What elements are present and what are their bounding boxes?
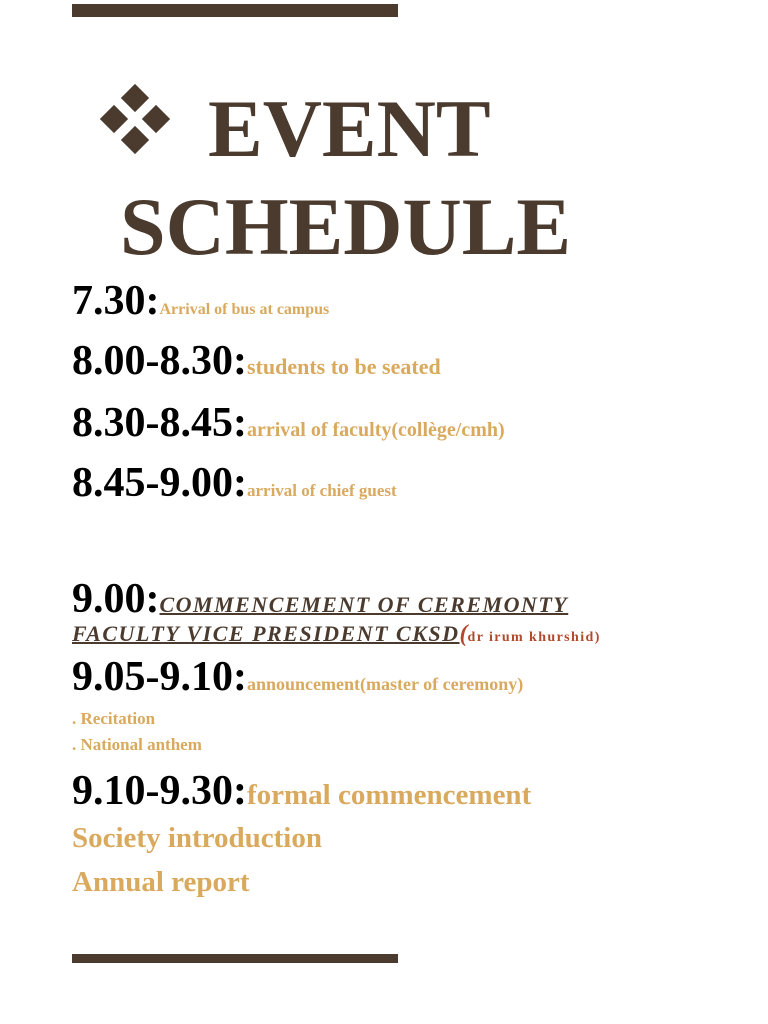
chief-guest-name: dr irum khurshid)	[467, 630, 601, 645]
schedule-time: 8.30-8.45:	[72, 400, 247, 446]
schedule-row-5-continued	[72, 622, 601, 646]
list-item: . National anthem	[72, 735, 202, 754]
schedule-desc: arrival of chief guest	[246, 481, 397, 500]
list-item: Annual report	[72, 866, 250, 898]
schedule-desc: students to be seated	[246, 354, 441, 379]
schedule-row-7	[72, 770, 531, 812]
schedule-time: 9.05-9.10:	[72, 654, 247, 700]
schedule-desc: announcement(master of ceremony)	[246, 674, 524, 694]
schedule-row-5	[72, 578, 568, 620]
ceremony-paren: (	[459, 621, 468, 647]
page-title-line1	[100, 83, 491, 174]
ceremony-title-line1: COMMENCEMENT OF CEREMONTY	[159, 592, 569, 617]
four-diamond-bullet-icon	[100, 86, 170, 152]
schedule-time: 8.00-8.30:	[72, 338, 247, 384]
schedule-row-2	[72, 340, 441, 382]
page-title-line2: SCHEDULE	[120, 181, 572, 272]
top-divider	[72, 4, 398, 17]
schedule-time: 9.00:	[72, 576, 160, 622]
schedule-desc: Arrival of bus at campus	[159, 301, 330, 318]
schedule-row-6	[72, 656, 523, 698]
list-item: Society introduction	[72, 822, 322, 854]
schedule-desc: formal commencement	[246, 779, 532, 811]
schedule-row-4	[72, 462, 397, 504]
schedule-time: 9.10-9.30:	[72, 768, 247, 814]
schedule-row-1	[72, 280, 329, 322]
schedule-time: 7.30:	[72, 278, 160, 324]
schedule-desc: arrival of faculty(collège/cmh)	[246, 419, 505, 441]
schedule-time: 8.45-9.00:	[72, 460, 247, 506]
ceremony-title-line2: FACULTY VICE PRESIDENT CKSD	[72, 621, 460, 646]
schedule-row-3	[72, 402, 505, 444]
title-word-event: EVENT	[208, 83, 491, 174]
bottom-divider	[72, 954, 398, 963]
list-item: . Recitation	[72, 709, 156, 728]
